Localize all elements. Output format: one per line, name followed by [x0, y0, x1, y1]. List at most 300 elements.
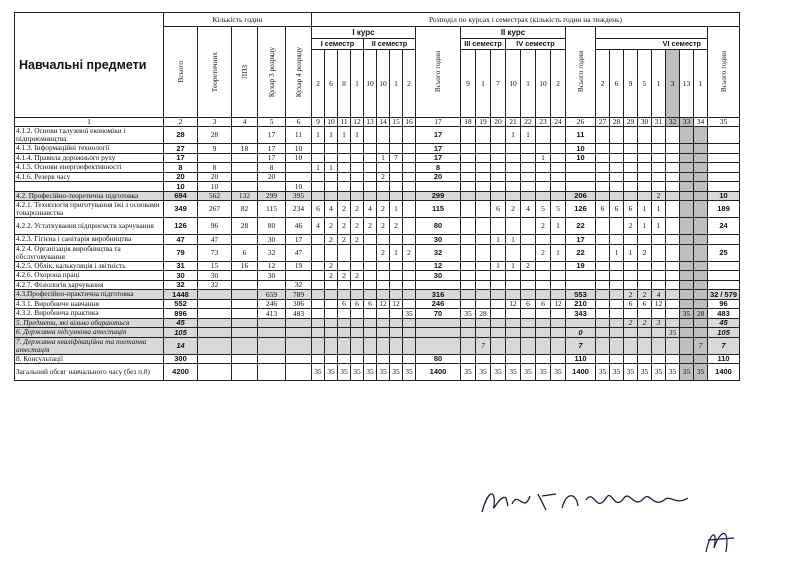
hours-cell [232, 328, 258, 338]
hours-cell [506, 191, 521, 201]
hours-cell [351, 337, 364, 354]
hours-cell [610, 271, 624, 281]
table-row [15, 337, 740, 354]
hours-cell [694, 244, 708, 261]
hours-cell: 2 [638, 290, 652, 300]
hours-cell [652, 328, 666, 338]
hours-cell [338, 153, 351, 163]
hours-cell: 659 [258, 290, 286, 300]
hours-cell: 2 [325, 218, 338, 235]
subject-name: 4.3.Професійно-практична підготовка [15, 290, 164, 300]
hours-cell [476, 261, 491, 271]
hours-cell: 553 [566, 290, 596, 300]
hours-cell [652, 354, 666, 364]
hours-cell [680, 235, 694, 245]
hours-cell [403, 271, 416, 281]
hours-cell [232, 309, 258, 319]
hours-cell [403, 201, 416, 218]
hours-cell [461, 218, 476, 235]
hours-cell [403, 144, 416, 154]
hours-cell [476, 182, 491, 192]
hours-cell [377, 318, 390, 328]
hours-cell: 7 [694, 337, 708, 354]
hours-cell: 82 [232, 201, 258, 218]
hours-cell: 32 [164, 280, 198, 290]
hours-cell: 552 [164, 299, 198, 309]
hours-cell: 45 [708, 318, 740, 328]
hours-cell: 30 [258, 235, 286, 245]
hours-cell [338, 182, 351, 192]
hours-cell [377, 337, 390, 354]
hours-cell: 1 [325, 127, 338, 144]
hours-cell: 28 [164, 127, 198, 144]
hours-cell [566, 318, 596, 328]
hours-cell: 6 [536, 299, 551, 309]
hours-cell [338, 309, 351, 319]
hours-cell [476, 280, 491, 290]
hours-cell: 7 [390, 153, 403, 163]
hours-cell: 17 [286, 235, 312, 245]
hours-cell: 306 [286, 299, 312, 309]
hours-cell [338, 172, 351, 182]
hours-cell [536, 127, 551, 144]
hours-cell: 2 [521, 261, 536, 271]
hours-cell: 694 [164, 191, 198, 201]
hours-cell [364, 280, 377, 290]
week-cell: 6 [610, 50, 624, 118]
hours-cell [624, 354, 638, 364]
hours-cell [325, 153, 338, 163]
col-kuhar4: Кухар 4 розряду [286, 27, 312, 118]
sem6-header: VІ семестр [596, 39, 708, 50]
hours-cell [694, 354, 708, 364]
hours-cell: 70 [416, 309, 461, 319]
hours-cell: 35 [364, 364, 377, 381]
hours-cell [521, 235, 536, 245]
hours-cell [232, 354, 258, 364]
hours-cell: 19 [566, 261, 596, 271]
hours-cell [551, 337, 566, 354]
hours-cell [390, 163, 403, 173]
hours-cell: 6 [364, 299, 377, 309]
hours-cell: 562 [198, 191, 232, 201]
hours-cell [351, 144, 364, 154]
hours-cell [351, 244, 364, 261]
hours-cell: 349 [164, 201, 198, 218]
column-number: 2 [164, 118, 198, 127]
hours-cell [390, 172, 403, 182]
hours-cell [461, 261, 476, 271]
hours-cell [551, 318, 566, 328]
hours-cell [551, 290, 566, 300]
hours-cell [351, 280, 364, 290]
hours-cell [232, 299, 258, 309]
hours-cell [680, 318, 694, 328]
hours-cell: 35 [312, 364, 325, 381]
hours-cell [390, 337, 403, 354]
hours-cell [680, 271, 694, 281]
hours-cell [286, 328, 312, 338]
week-cell: 1 [521, 50, 536, 118]
hours-cell [638, 354, 652, 364]
week-cell: 9 [624, 50, 638, 118]
hours-cell [596, 328, 610, 338]
hours-cell: 8 [198, 163, 232, 173]
table-row [15, 127, 740, 144]
hours-cell: 2 [377, 218, 390, 235]
hours-cell [694, 172, 708, 182]
hours-cell [461, 235, 476, 245]
hours-cell [694, 261, 708, 271]
hours-cell [521, 218, 536, 235]
hours-cell [666, 163, 680, 173]
hours-cell [198, 354, 232, 364]
hours-cell [351, 328, 364, 338]
hours-cell [536, 309, 551, 319]
hours-cell [258, 354, 286, 364]
hours-cell [232, 364, 258, 381]
hours-cell: 2 [403, 244, 416, 261]
hours-cell [403, 218, 416, 235]
hours-cell: 2 [638, 318, 652, 328]
hours-cell [364, 144, 377, 154]
hours-cell [258, 328, 286, 338]
hours-cell: 35 [377, 364, 390, 381]
hours-cell [338, 290, 351, 300]
hours-cell: 1 [312, 127, 325, 144]
hours-cell [390, 191, 403, 201]
hours-cell [708, 280, 740, 290]
subject-name: 4.1.2. Основи галузевої економіки і підприємництва [15, 127, 164, 144]
hours-cell: 19 [286, 261, 312, 271]
hours-cell: 12 [551, 299, 566, 309]
hours-cell [551, 261, 566, 271]
course3-header [596, 27, 708, 39]
table-row [15, 172, 740, 182]
hours-cell [708, 127, 740, 144]
hours-cell [652, 261, 666, 271]
hours-cell [521, 280, 536, 290]
hours-cell: 1 [551, 218, 566, 235]
hours-cell [491, 182, 506, 192]
hours-cell: 6 [521, 299, 536, 309]
hours-cell [521, 309, 536, 319]
column-number: 26 [566, 118, 596, 127]
hours-cell: 6 [312, 201, 325, 218]
hours-cell: 2 [338, 271, 351, 281]
hours-cell [708, 153, 740, 163]
subject-name: 5. Предмети, які вільно обираються [15, 318, 164, 328]
hours-cell [694, 271, 708, 281]
week-cell: 2 [596, 50, 610, 118]
hours-cell: 1 [506, 261, 521, 271]
hours-cell: 3 [652, 318, 666, 328]
hours-cell [491, 163, 506, 173]
hours-cell [198, 299, 232, 309]
hours-cell [491, 299, 506, 309]
hours-cell [536, 328, 551, 338]
hours-cell [377, 261, 390, 271]
hours-cell: 2 [652, 191, 666, 201]
hours-cell: 1400 [416, 364, 461, 381]
hours-cell [461, 127, 476, 144]
hours-cell [624, 182, 638, 192]
column-number: 13 [364, 118, 377, 127]
hours-cell [403, 280, 416, 290]
hours-cell [551, 172, 566, 182]
hours-cell [624, 127, 638, 144]
hours-cell [461, 144, 476, 154]
hours-cell: 1 [652, 201, 666, 218]
hours-cell [610, 172, 624, 182]
hours-cell [476, 290, 491, 300]
hours-cell [624, 153, 638, 163]
hours-cell [491, 191, 506, 201]
hours-cell: 1 [506, 235, 521, 245]
total-hours-2: Всього годин [566, 27, 596, 118]
hours-cell: 28 [232, 218, 258, 235]
hours-cell [521, 163, 536, 173]
hours-cell [506, 153, 521, 163]
hours-cell [312, 337, 325, 354]
hours-cell: 132 [232, 191, 258, 201]
hours-cell: 32 [416, 244, 461, 261]
table-row [15, 280, 740, 290]
hours-cell [536, 290, 551, 300]
hours-cell [536, 172, 551, 182]
hours-cell [638, 127, 652, 144]
hours-cell [390, 354, 403, 364]
hours-cell: 299 [258, 191, 286, 201]
hours-cell [506, 309, 521, 319]
hours-cell [521, 271, 536, 281]
hours-cell [377, 235, 390, 245]
col-kuhar3: Кухар 3 розряду [258, 27, 286, 118]
hours-cell: 2 [351, 201, 364, 218]
hours-cell: 7 [566, 337, 596, 354]
hours-cell [652, 280, 666, 290]
hours-cell [666, 153, 680, 163]
hours-cell [610, 261, 624, 271]
course2-header: ІІ курс [461, 27, 566, 39]
hours-cell: 11 [286, 127, 312, 144]
subject-name: 4.3.2. Виробнича практика [15, 309, 164, 319]
hours-cell [351, 191, 364, 201]
hours-cell [476, 354, 491, 364]
hours-cell: 10 [286, 153, 312, 163]
hours-cell [351, 163, 364, 173]
hours-cell [694, 328, 708, 338]
hours-cell: 6 [610, 201, 624, 218]
column-number: 14 [377, 118, 390, 127]
hours-cell [461, 201, 476, 218]
hours-cell [652, 244, 666, 261]
hours-cell [325, 244, 338, 261]
hours-cell [390, 280, 403, 290]
hours-cell [536, 261, 551, 271]
hours-cell [351, 318, 364, 328]
hours-cell [476, 328, 491, 338]
hours-cell: 35 [521, 364, 536, 381]
hours-cell: 17 [416, 127, 461, 144]
column-number: 21 [506, 118, 521, 127]
column-number: 5 [258, 118, 286, 127]
hours-cell: 20 [164, 172, 198, 182]
hours-cell [506, 182, 521, 192]
hours-cell [521, 182, 536, 192]
subject-name: 4.2.6. Охорона праці [15, 271, 164, 281]
hours-cell [521, 144, 536, 154]
hours-cell [476, 271, 491, 281]
hours-cell: 80 [416, 354, 461, 364]
hours-cell [403, 163, 416, 173]
hours-cell [312, 328, 325, 338]
hours-cell [596, 144, 610, 154]
hours-cell [286, 318, 312, 328]
hours-cell [610, 280, 624, 290]
hours-cell [521, 153, 536, 163]
hours-cell: 413 [258, 309, 286, 319]
hours-cell: 35 [551, 364, 566, 381]
hours-cell: 6 [351, 299, 364, 309]
hours-cell [364, 354, 377, 364]
hours-cell: 24 [708, 218, 740, 235]
hours-cell: 30 [258, 271, 286, 281]
hours-cell [610, 354, 624, 364]
hours-cell [624, 191, 638, 201]
hours-cell [461, 163, 476, 173]
hours-cell: 206 [566, 191, 596, 201]
hours-cell [338, 244, 351, 261]
hours-cell [596, 244, 610, 261]
hours-cell [610, 309, 624, 319]
hours-cell [403, 182, 416, 192]
week-cell: 1 [390, 50, 403, 118]
hours-cell [461, 328, 476, 338]
hours-cell [258, 364, 286, 381]
hours-cell [325, 144, 338, 154]
hours-cell: 2 [338, 201, 351, 218]
col-lpz: ЛПЗ [232, 27, 258, 118]
hours-cell [476, 163, 491, 173]
sem1-header: І семестр [312, 39, 364, 50]
week-cell: 10 [536, 50, 551, 118]
hours-cell: 2 [624, 318, 638, 328]
hours-cell [364, 182, 377, 192]
hours-cell [364, 290, 377, 300]
hours-cell: 2 [377, 172, 390, 182]
hours-cell [506, 290, 521, 300]
initials-mark [700, 522, 740, 558]
hours-cell [476, 318, 491, 328]
hours-cell [694, 290, 708, 300]
hours-cell: 316 [416, 290, 461, 300]
column-number: 16 [403, 118, 416, 127]
hours-cell [506, 280, 521, 290]
hours-cell [610, 182, 624, 192]
hours-cell [680, 261, 694, 271]
column-number: 15 [390, 118, 403, 127]
hours-cell: 2 [325, 261, 338, 271]
hours-cell [461, 318, 476, 328]
hours-cell: 2 [351, 271, 364, 281]
hours-cell [596, 354, 610, 364]
hours-cell: 1 [325, 163, 338, 173]
hours-cell: 35 [338, 364, 351, 381]
hours-cell [638, 271, 652, 281]
week-cell: 1 [694, 50, 708, 118]
hours-cell: 2 [624, 218, 638, 235]
hours-cell [351, 182, 364, 192]
column-number: 23 [536, 118, 551, 127]
hours-cell [476, 299, 491, 309]
hours-cell: 7 [476, 337, 491, 354]
hours-cell [680, 182, 694, 192]
hours-cell: 483 [286, 309, 312, 319]
hours-cell [652, 182, 666, 192]
hours-cell [638, 337, 652, 354]
hours-cell: 10 [708, 191, 740, 201]
hours-cell [506, 244, 521, 261]
hours-cell [596, 235, 610, 245]
hours-cell [491, 127, 506, 144]
hours-cell [566, 172, 596, 182]
hours-cell: 12 [506, 299, 521, 309]
hours-cell: 2 [624, 290, 638, 300]
hours-cell [624, 235, 638, 245]
hours-cell: 1448 [164, 290, 198, 300]
hours-cell [596, 318, 610, 328]
hours-cell [624, 144, 638, 154]
hours-cell [521, 354, 536, 364]
hours-cell [364, 235, 377, 245]
hours-cell: 6 [624, 299, 638, 309]
subjects-header: Навчальні предмети [15, 13, 164, 118]
hours-cell [708, 144, 740, 154]
hours-cell: 22 [566, 244, 596, 261]
hours-header: Кількість годин [164, 13, 312, 27]
hours-cell [325, 280, 338, 290]
week-cell: 8 [338, 50, 351, 118]
hours-cell: 10 [164, 182, 198, 192]
week-cell: 9 [461, 50, 476, 118]
hours-cell [476, 144, 491, 154]
hours-cell [198, 318, 232, 328]
hours-cell: 47 [198, 235, 232, 245]
subject-name: 4.3.1. Виробниче навчання [15, 299, 164, 309]
hours-cell: 15 [198, 261, 232, 271]
hours-cell [377, 144, 390, 154]
hours-cell [325, 182, 338, 192]
hours-cell [461, 299, 476, 309]
hours-cell [286, 364, 312, 381]
hours-cell [491, 337, 506, 354]
hours-cell [390, 318, 403, 328]
hours-cell [566, 163, 596, 173]
hours-cell [506, 144, 521, 154]
hours-cell [232, 182, 258, 192]
hours-cell [364, 127, 377, 144]
hours-cell [610, 337, 624, 354]
hours-cell [680, 290, 694, 300]
hours-cell [364, 153, 377, 163]
hours-cell: 10 [566, 153, 596, 163]
hours-cell [536, 144, 551, 154]
hours-cell [551, 271, 566, 281]
hours-cell: 30 [164, 271, 198, 281]
hours-cell: 17 [258, 127, 286, 144]
sem4-header: ІV семестр [506, 39, 566, 50]
